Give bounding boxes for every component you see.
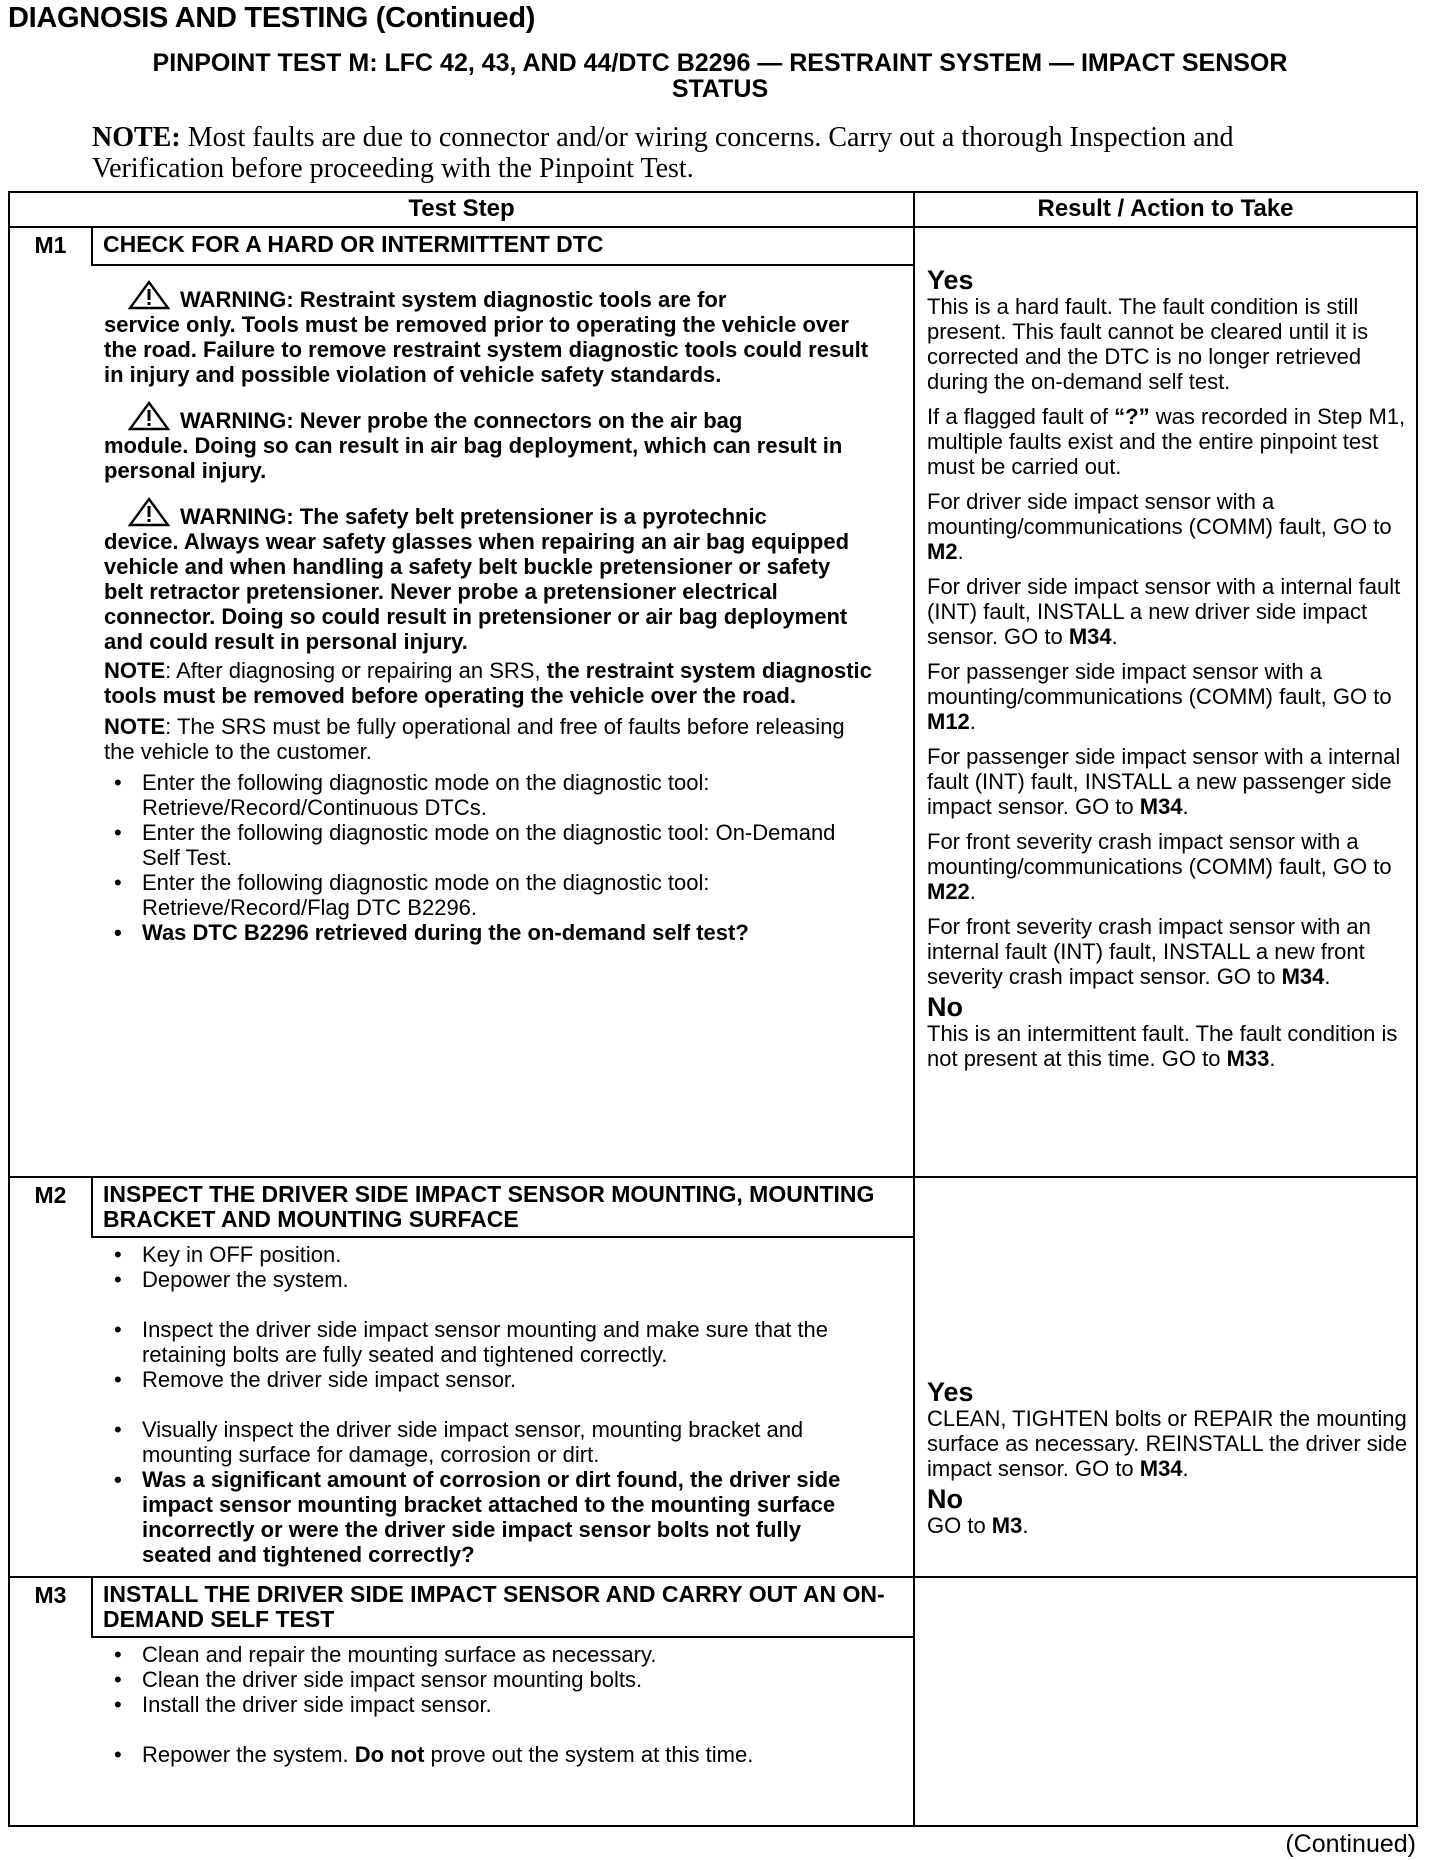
step-id-m1: M1	[34, 232, 67, 258]
warning-pretensioner	[104, 497, 874, 654]
intro-note-text: Most faults are due to connector and/or wiring concerns. Carry out a thorough Inspection and Verification before proceeding with the Pinpoint Test.	[92, 122, 1234, 184]
list-item: • Enter the following diagnostic mode on the diagnostic tool: Retrieve/Record/Flag DTC B2296.	[104, 870, 874, 920]
note-srs-operational	[104, 714, 874, 764]
note-1-text: : After diagnosing or repairing an SRS,	[165, 658, 547, 683]
note-2-label: NOTE	[104, 714, 166, 739]
list-item: • Enter the following diagnostic mode on the diagnostic tool: On-Demand Self Test.	[104, 820, 874, 870]
warning-triangle-icon	[128, 497, 170, 527]
warning-diagnostic-tools	[104, 280, 874, 387]
m1-steps-list	[104, 770, 874, 945]
result-m1	[915, 264, 1435, 1176]
result-text: GO to M3.	[927, 1513, 1029, 1538]
list-item: • Inspect the driver side impact sensor mounting and make sure that the retaining bolts are fully seated and tightened correctly.	[104, 1317, 874, 1367]
list-item: • Remove the driver side impact sensor.	[104, 1367, 874, 1392]
step-title-m1: CHECK FOR A HARD OR INTERMITTENT DTC	[103, 231, 604, 257]
step-id-m3: M3	[34, 1582, 67, 1608]
result-text: For driver side impact sensor with a mounting/communications (COMM) fault, GO to M2.	[927, 489, 1392, 564]
pinpoint-test-title	[40, 50, 1400, 102]
result-no-label: No	[927, 1484, 963, 1514]
warning-2-text: module. Doing so can result in air bag deployment, which can result in personal injury.	[104, 433, 843, 483]
step-body-m1-content	[104, 280, 874, 1175]
goto-link[interactable]: M22	[927, 879, 970, 904]
list-item: • Key in OFF position.	[104, 1242, 874, 1267]
goto-link[interactable]: M34	[1068, 624, 1112, 649]
warning-3-lead: WARNING: The safety belt pretensioner is a pyrotechnic	[180, 504, 767, 529]
warning-3-text: device. Always wear safety glasses when repairing an air bag equipped vehicle and when handling a safety belt buckle pretensioner or safety belt retractor pretensioner. Never probe a pretensioner electrical connector. Doing so could result in pretensioner or air bag deployment and could result in personal injury.	[104, 529, 850, 654]
step-body-m2	[104, 1242, 874, 1574]
goto-link[interactable]: M34	[1139, 1456, 1183, 1481]
list-item-question: • Was DTC B2296 retrieved during the on-demand self test?	[104, 920, 874, 945]
list-item: • Install the driver side impact sensor.	[104, 1692, 874, 1717]
goto-link[interactable]: M34	[1139, 794, 1183, 819]
result-text: For passenger side impact sensor with a internal fault (INT) fault, INSTALL a new passenger side impact sensor. GO to M34.	[927, 744, 1401, 819]
list-item: • Enter the following diagnostic mode on the diagnostic tool: Retrieve/Record/Continuous DTCs.	[104, 770, 874, 820]
continued-label: (Continued)	[1285, 1830, 1416, 1858]
step-title-m3: INSTALL THE DRIVER SIDE IMPACT SENSOR AND CARRY OUT AN ON-DEMAND SELF TEST	[103, 1581, 885, 1632]
warning-1-lead: WARNING: Restraint system diagnostic tools are for	[180, 287, 727, 312]
intro-note-label: NOTE:	[92, 122, 181, 153]
list-item: • Clean and repair the mounting surface as necessary.	[104, 1642, 874, 1667]
page-heading: DIAGNOSIS AND TESTING (Continued)	[8, 2, 536, 34]
result-no-label: No	[927, 992, 963, 1022]
warning-1-text: service only. Tools must be removed prior to operating the vehicle over the road. Failure to remove restraint system diagnostic tools could result in injury and possible violation of vehicle safety standards.	[104, 312, 869, 387]
result-text: CLEAN, TIGHTEN bolts or REPAIR the mounting surface as necessary. REINSTALL the driver side impact sensor. GO to M34.	[927, 1406, 1408, 1481]
step-id-m2: M2	[34, 1182, 67, 1208]
test-title-line-2: STATUS	[671, 75, 769, 103]
warning-2-lead: WARNING: Never probe the connectors on the air bag	[180, 408, 743, 433]
m3-steps-list	[104, 1642, 874, 1767]
result-text: For driver side impact sensor with a internal fault (INT) fault, INSTALL a new driver side impact sensor. GO to M34.	[927, 574, 1401, 649]
goto-link[interactable]: M33	[1226, 1046, 1270, 1071]
list-item: • Depower the system.	[104, 1267, 874, 1292]
list-item: • Visually inspect the driver side impact sensor, mounting bracket and mounting surface for damage, corrosion or dirt.	[104, 1417, 874, 1467]
result-yes-label: Yes	[927, 265, 974, 295]
note-1-bold-text: the restraint system diagnostic tools must be removed before operating the vehicle over the road.	[104, 658, 872, 708]
list-item: • Repower the system. Do not prove out the system at this time.	[104, 1742, 874, 1767]
warning-probe-connectors	[104, 401, 874, 483]
result-text: For front severity crash impact sensor with a mounting/communications (COMM) fault, GO to M22.	[927, 829, 1392, 904]
note-remove-tools	[104, 658, 874, 708]
goto-link[interactable]: M3	[991, 1513, 1023, 1538]
header-result-action: Result / Action to Take	[1037, 195, 1294, 222]
table-border-bottom	[8, 1825, 1418, 1827]
warning-triangle-icon	[128, 401, 170, 431]
note-1-label: NOTE	[104, 658, 166, 683]
result-m2	[915, 1376, 1435, 1574]
result-text: If a flagged fault of “?” was recorded in Step M1, multiple faults exist and the entire pinpoint test must be carried out.	[927, 404, 1406, 479]
intro-note	[92, 122, 1352, 184]
result-text: For passenger side impact sensor with a mounting/communications (COMM) fault, GO to M12.	[927, 659, 1392, 734]
goto-link[interactable]: M34	[1281, 964, 1325, 989]
result-text: This is an intermittent fault. The fault condition is not present at this time. GO to M33.	[927, 1021, 1398, 1071]
result-text: For front severity crash impact sensor with an internal fault (INT) fault, INSTALL a new front severity crash impact sensor. GO to M34.	[927, 914, 1371, 989]
goto-link[interactable]: M2	[927, 539, 958, 564]
header-test-step: Test Step	[408, 195, 515, 222]
test-title-line-1: PINPOINT TEST M: LFC 42, 43, AND 44/DTC B2296 — RESTRAINT SYSTEM — IMPACT SENSOR	[152, 49, 1288, 77]
note-2-text: : The SRS must be fully operational and free of faults before releasing the vehicle to the customer.	[104, 714, 845, 764]
list-item-question: • Was a significant amount of corrosion or dirt found, the driver side impact sensor mounting bracket attached to the mounting surface incorrectly or were the driver side impact sensor bolts not fully seated and tightened correctly?	[104, 1467, 874, 1567]
m2-steps-list	[104, 1242, 874, 1567]
step-title-m2: INSPECT THE DRIVER SIDE IMPACT SENSOR MOUNTING, MOUNTING BRACKET AND MOUNTING SURFACE	[103, 1181, 875, 1232]
warning-triangle-icon	[128, 280, 170, 310]
list-item: • Clean the driver side impact sensor mounting bolts.	[104, 1667, 874, 1692]
result-text: This is a hard fault. The fault condition is still present. This fault cannot be cleared until it is corrected and the DTC is no longer retrieved during the on-demand self test.	[927, 294, 1369, 394]
step-body-m3	[104, 1642, 874, 1822]
goto-link[interactable]: M12	[927, 709, 970, 734]
result-yes-label: Yes	[927, 1377, 974, 1407]
